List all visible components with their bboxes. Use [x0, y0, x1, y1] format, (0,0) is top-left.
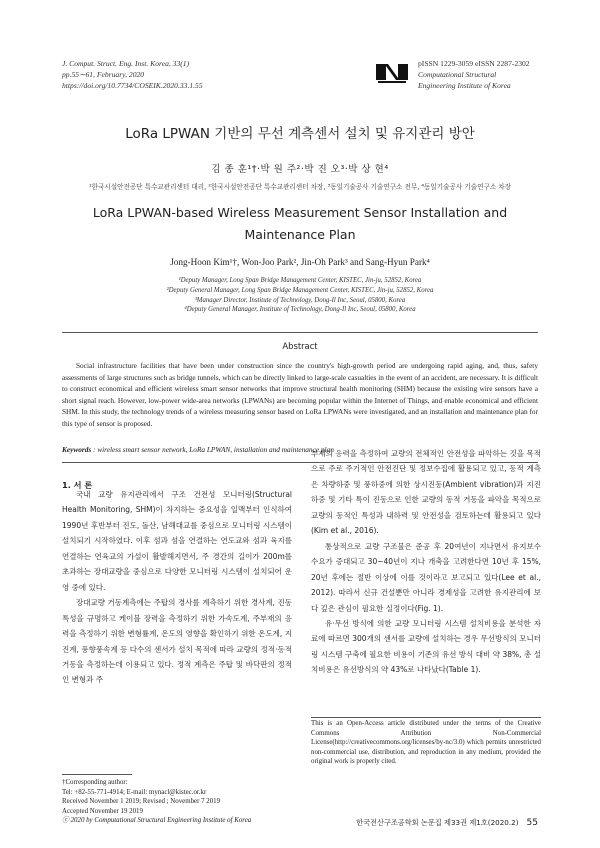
footnote-line: Tel: +82-55-771-4914; E-mail: mynacl@kistec.or.kr — [62, 788, 207, 796]
footnote-divider-right — [311, 717, 541, 718]
journal-volume: J. Comput. Struct. Eng. Inst. Korea, 33(1) — [62, 59, 190, 68]
affiliation-2: ²Deputy General Manager, Long Span Bridge Management Center, KISTEC, Jin-ju, 52852, Korea — [166, 286, 434, 294]
affiliation-1: ¹Deputy Manager, Long Span Bridge Management Center, KISTEC, Jin-ju, 52852, Korea — [178, 277, 422, 284]
divider-top — [62, 332, 538, 333]
abstract-heading: Abstract — [282, 341, 318, 351]
affiliation-3: ³Manager Director, Institute of Technology, Dong-Il Inc, Seoul, 05800, Korea — [194, 296, 406, 304]
affiliation-4: ⁴Deputy General Manager, Institute of Technology, Dong-Il Inc, Seoul, 05800, Korea — [184, 306, 416, 314]
left-column — [62, 487, 292, 688]
footnote-line: ⓒ 2020 by Computational Structural Engineering Institute of Korea — [62, 817, 252, 825]
footnote-line: †Corresponding author: — [62, 779, 128, 786]
doi-link[interactable]: https://doi.org/10.7734/COSEIK.2020.33.1.55 — [62, 81, 203, 90]
authors-korean: 김 종 훈¹†·박 원 주²·박 진 오³·박 상 현⁴ — [211, 164, 389, 175]
paragraph: 부재의 응력을 측정하여 교량의 전체적인 안전성을 파악하는 것을 목적으로 주로 주기적인 안전진단 및 정보수집에 활용되고 있고, 동적 계측은 차량하중 및 풍하중에 의한 상시진동(Ambient vibration)과 지진하중 및 기타 특이 진동으로 인한 교량의 동적 거동을 파악을 목적으로 교량의 동적인 특성과 내하력 및 안전성을 검토하는데 활용되고 있다(Kim et al., 2016). — [311, 449, 541, 536]
paragraph: 유·무선 방식에 의한 교량 모니터링 시스템 설치비용을 분석한 자료에 따르면 300개의 센서를 교량에 설치하는 경우 무선방식의 모니터링 시스템 구축에 필요한 비용이 기존의 유선 방식 대비 약 38%, 총 설치비용은 유선방식의 약 43%로 나타났다(Table 1). — [311, 618, 541, 675]
keywords — [62, 445, 334, 454]
journal-info — [418, 58, 530, 91]
keywords-label: Keywords — [62, 445, 92, 454]
footnote-line: Accepted November 19 2019 — [62, 807, 143, 815]
paragraph: 통상적으로 교량 구조물은 준공 후 20여년이 지나면서 유지보수 수요가 증대되고 30~40년이 지나 개축을 고려한다면 10년 후 15%, 20년 후에는 절반 이상에 이를 것이라고 보고되고 있다(Lee et al., 2012). 따라서 신규 건설뿐만 아니라 경제성을 고려한 유지관리에 보다 깊은 관심이 필요한 실정이다(Fig. 1). — [311, 541, 541, 613]
abstract-body: Social infrastructure facilities that have been under construction since the country's high-growth period are undergoing rapid aging, and, thus, safety assessments of large structures such as bridge tunnels, which can be directly linked to large-scale casualties in the event of an accident, are necessary. It is difficult to construct economical and efficient wireless smart sensor networks that improve structural health monitoring (SHM) because the existing wire sensors have a short signal reach. However, low-power wide-area networks (LPWANs) are becoming popular within the Internet of Things, and enable economical and efficient SHM. In this study, the technology trends of a wireless measuring sensor based on LoRa LPWANs were investigated, and an installation and maintenance plan for this type of sensor is proposed. — [62, 361, 538, 428]
section-heading-introduction: 1. 서 론 — [62, 480, 93, 490]
right-column — [311, 446, 541, 678]
affiliations-english — [0, 276, 600, 315]
title-korean: LoRa LPWAN 기반의 무선 계측센서 설치 및 유지관리 방안 — [125, 126, 475, 142]
footer-journal: 한국전산구조공학회 논문집 제33권 제1호(2020.2) — [356, 818, 519, 827]
affiliations-korean: ¹한국시설안전공단 특수교관리센터 대리, ²한국시설안전공단 특수교관리센터 차장, ³동일기술공사 기술연구소 전무, ⁴동일기술공사 기술연구소 차장 — [88, 183, 512, 191]
journal-name-line2: Engineering Institute of Korea — [418, 81, 511, 90]
corresponding-author-footnote — [62, 778, 302, 826]
keywords-text: : wireless smart sensor network, LoRa LPWAN, installation and maintenance plan — [91, 445, 334, 454]
paragraph: 장대교량 거동계측에는 주탑의 경사를 계측하기 위한 경사계, 진동 특성을 규명하고 케이블 장력을 측정하기 위한 가속도계, 주부재의 응력을 측정하기 위한 변형률계, 온도의 영향을 확인하기 위한 온도계, 지진계, 풍향풍속계 등 다수의 센서가 설치 목적에 따라 교량의 정적·동적거동을 측정하는데 이용되고 있다. 정적 계측은 주탑 및 바닥판의 정적인 변형과 주 — [62, 598, 292, 685]
title-english-line1: LoRa LPWAN-based Wireless Measurement Sensor Installation and — [92, 205, 508, 220]
footnote-line: Received November 1 2019; Revised ; November 7 2019 — [62, 798, 221, 806]
footnote-divider-left — [62, 774, 132, 775]
journal-citation — [62, 58, 203, 91]
journal-pages: pp.55∼61, February, 2020 — [62, 70, 145, 79]
authors-english: Jong-Hoon Kim¹†, Won-Joo Park², Jin-Oh Park³ and Sang-Hyun Park⁴ — [170, 257, 430, 267]
title-english-line2: Maintenance Plan — [244, 227, 356, 242]
license-footnote: This is an Open-Access article distributed under the terms of the Creative Commons Attribution Non-Commercial License(http://creativecommons.org/licenses/by-nc/3.0) which permits unrestricted non-commercial use, distribution, and reproduction in any medium, provided the original work is properly cited. — [311, 720, 541, 766]
journal-logo-icon — [374, 58, 410, 86]
issn: pISSN 1229-3059 eISSN 2287-2302 — [418, 59, 530, 68]
page-footer — [356, 818, 538, 828]
paragraph: 국내 교량 유지관리에서 구조 건전성 모니터링(Structural Health Monitoring, SHM)이 차지하는 중요성을 일맥부터 인식하여 1990년 후반부터 진도, 돌산, 남해대교를 중심으로 모니터링 시스템이 설치되기 시작하였다. 이후 섬과 섬을 연결하는 연도교와 섬과 육지를 연결하는 연육교의 가설이 활발해지면서, 주 경간의 길이가 200m를 초과하는 장대교량을 중심으로 다양한 모니터링 시스템이 설치되어 운영 중에 있다. — [62, 490, 292, 592]
journal-name-line1: Computational Structural — [418, 70, 497, 79]
page-number: 55 — [526, 818, 538, 828]
title-english — [40, 202, 560, 246]
